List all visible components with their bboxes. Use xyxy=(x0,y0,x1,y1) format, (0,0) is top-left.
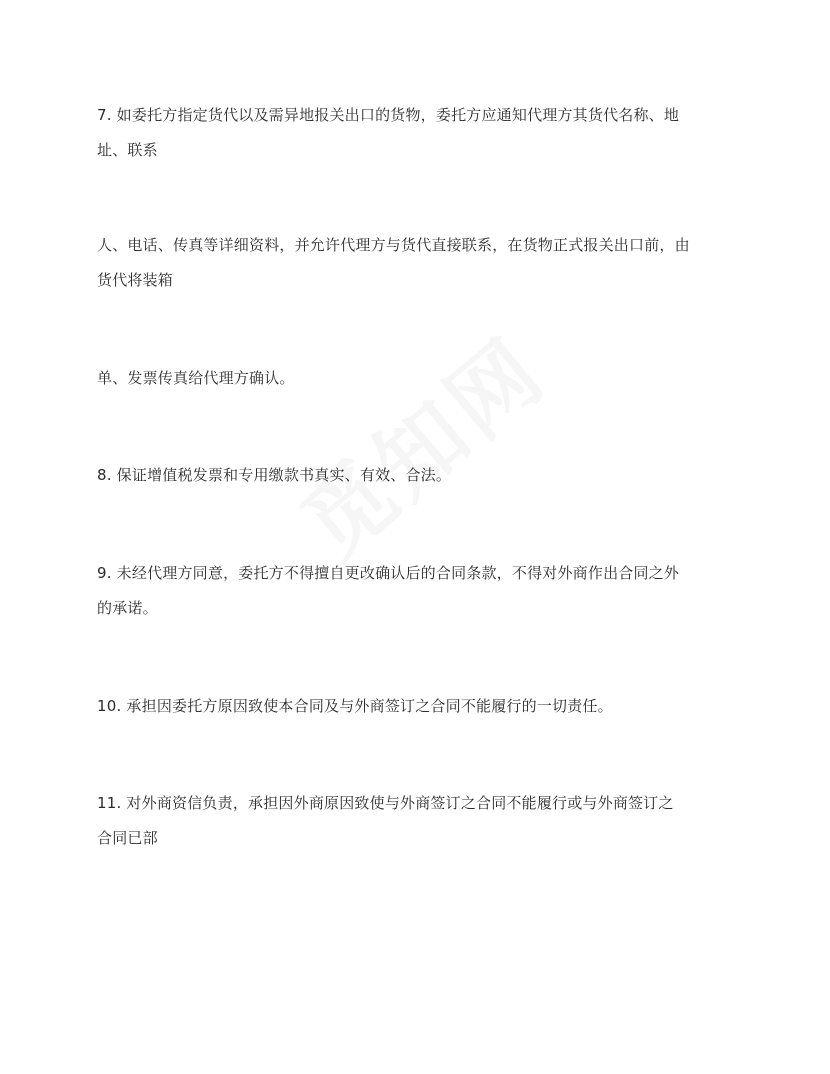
paragraph-item-11 xyxy=(97,786,747,856)
paragraph-line: 合同已部 xyxy=(97,829,158,847)
paragraph-line: 人、电话、传真等详细资料，并允许代理方与货代直接联系，在货物正式报关出口前，由 xyxy=(97,236,690,254)
paragraph-line: 址、联系 xyxy=(97,141,158,159)
paragraph-continuation-1 xyxy=(97,228,747,298)
paragraph-line: 货代将装箱 xyxy=(97,271,174,289)
paragraph-line: 10. 承担因委托方原因致使本合同及与外商签订之合同不能履行的一切责任。 xyxy=(97,697,613,715)
paragraph-line: 11. 对外商资信负责，承担因外商原因致使与外商签订之合同不能履行或与外商签订之 xyxy=(97,794,674,812)
paragraph-item-7 xyxy=(97,98,747,168)
paragraph-item-8 xyxy=(97,458,747,493)
paragraph-continuation-2 xyxy=(97,361,747,396)
paragraph-line: 7. 如委托方指定货代以及需异地报关出口的货物，委托方应通知代理方其货代名称、地 xyxy=(97,106,680,124)
paragraph-line: 8. 保证增值税发票和专用缴款书真实、有效、合法。 xyxy=(97,466,452,484)
paragraph-line: 单、发票传真给代理方确认。 xyxy=(97,369,295,387)
paragraph-line: 9. 未经代理方同意，委托方不得擅自更改确认后的合同条款，不得对外商作出合同之外 xyxy=(97,564,680,582)
watermark xyxy=(257,292,583,594)
paragraph-line: 的承诺。 xyxy=(97,599,158,617)
paragraph-item-10 xyxy=(97,689,747,724)
paragraph-item-9 xyxy=(97,556,747,626)
